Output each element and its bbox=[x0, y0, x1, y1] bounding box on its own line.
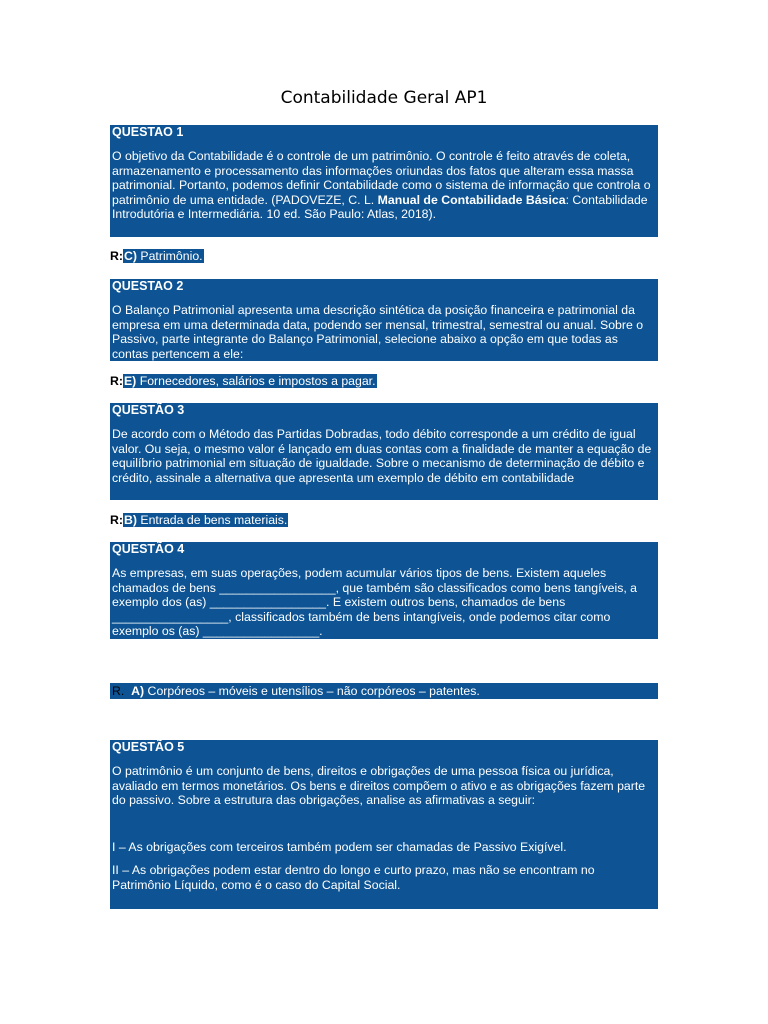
question-1-text bbox=[112, 149, 656, 222]
question-5-box bbox=[110, 740, 658, 909]
question-5-item-1: I – As obrigações com terceiros também podem ser chamadas de Passivo Exigível. bbox=[112, 839, 567, 854]
question-1-book-title: Manual de Contabilidade Básica bbox=[377, 192, 566, 207]
answer-3-highlight bbox=[123, 513, 288, 527]
answer-2-letter: E) bbox=[123, 374, 137, 388]
question-2-heading: QUESTAO 2 bbox=[112, 279, 184, 293]
question-5-heading: QUESTÃO 5 bbox=[112, 740, 185, 754]
question-5-text: O patrimônio é um conjunto de bens, direitos e obrigações de uma pessoa física ou jurídica, avaliado em termos monetários. Os bens e direitos compõem o ativo e as obrigações fazem parte do passivo. Sobre a estrutura das obrigações, analise as afirmativas a seguir: bbox=[112, 764, 646, 808]
answer-2-label: R: bbox=[110, 374, 123, 388]
question-3-heading: QUESTÃO 3 bbox=[112, 403, 185, 417]
answer-4-text: Corpóreos – móveis e utensílios – não corpóreos – patentes. bbox=[144, 684, 480, 698]
question-2-box bbox=[110, 279, 658, 361]
question-4-text: As empresas, em suas operações, podem acumular vários tipos de bens. Existem aqueles chamados de bens _________________, que também são classificados como bens tangíveis, a exemplo dos (as) _________________. E existem outros bens, chamados de bens _________________, classificados também de bens intangíveis, onde podemos citar como exemplo os (as) _________________. bbox=[112, 566, 638, 639]
answer-1-letter: C) bbox=[123, 249, 137, 263]
page-title: Contabilidade Geral AP1 bbox=[280, 88, 488, 108]
question-4-box bbox=[110, 542, 658, 639]
answer-2 bbox=[110, 374, 377, 388]
answer-3-text: Entrada de bens materiais. bbox=[136, 513, 288, 527]
answer-3 bbox=[110, 513, 288, 527]
answer-1 bbox=[110, 249, 204, 263]
answer-1-text: Patrimônio. bbox=[136, 249, 203, 263]
question-3-text: De acordo com o Método das Partidas Dobradas, todo débito corresponde a um crédito de igual valor. Ou seja, o mesmo valor é lançado em duas contas com a finalidade de manter a equação de equilíbrio patrimonial em situação de igualdade. Sobre o mecanismo de determinação de débito e crédito, assinale a alternativa que apresenta um exemplo de débito em contabilidade bbox=[112, 427, 652, 485]
question-1-text-b: : Contabilidade Introdutória e Intermediária. 10 ed. São Paulo: Atlas, 2018). bbox=[112, 192, 648, 222]
answer-3-label: R: bbox=[110, 513, 123, 527]
answer-1-highlight bbox=[123, 249, 204, 263]
answer-2-highlight bbox=[123, 374, 377, 388]
question-1-text-a: O objetivo da Contabilidade é o controle de um patrimônio. O controle é feito através de coleta, armazenamento e processamento das informações oriundas dos fatos que alteram essa massa patrimonial. Portanto, podemos definir Contabilidade como o sistema de informação que controla o patrimônio de uma entidade. (PADOVEZE, C. L. bbox=[112, 149, 651, 207]
answer-1-label: R: bbox=[110, 249, 123, 263]
question-1-box bbox=[110, 125, 658, 237]
question-2-text: O Balanço Patrimonial apresenta uma descrição sintética da posição financeira e patrimonial da empresa em uma determinada data, podendo ser mensal, trimestral, semestral ou anual. Sobre o Passivo, parte integrante do Balanço Patrimonial, selecione abaixo a opção em que todas as contas pertencem a ele: bbox=[112, 303, 644, 361]
answer-4-letter: A) bbox=[131, 684, 145, 698]
question-5-item-2: II – As obrigações podem estar dentro do longo e curto prazo, mas não se encontram no Patrimônio Líquido, como é o caso do Capital Social. bbox=[112, 863, 595, 892]
answer-4-label: R. bbox=[112, 684, 125, 698]
answer-2-text: Fornecedores, salários e impostos a pagar. bbox=[136, 374, 376, 388]
question-4-heading: QUESTÃO 4 bbox=[112, 542, 185, 556]
answer-3-letter: B) bbox=[123, 513, 137, 527]
answer-4 bbox=[110, 683, 658, 699]
question-1-heading: QUESTAO 1 bbox=[112, 125, 184, 139]
question-3-box bbox=[110, 403, 658, 500]
